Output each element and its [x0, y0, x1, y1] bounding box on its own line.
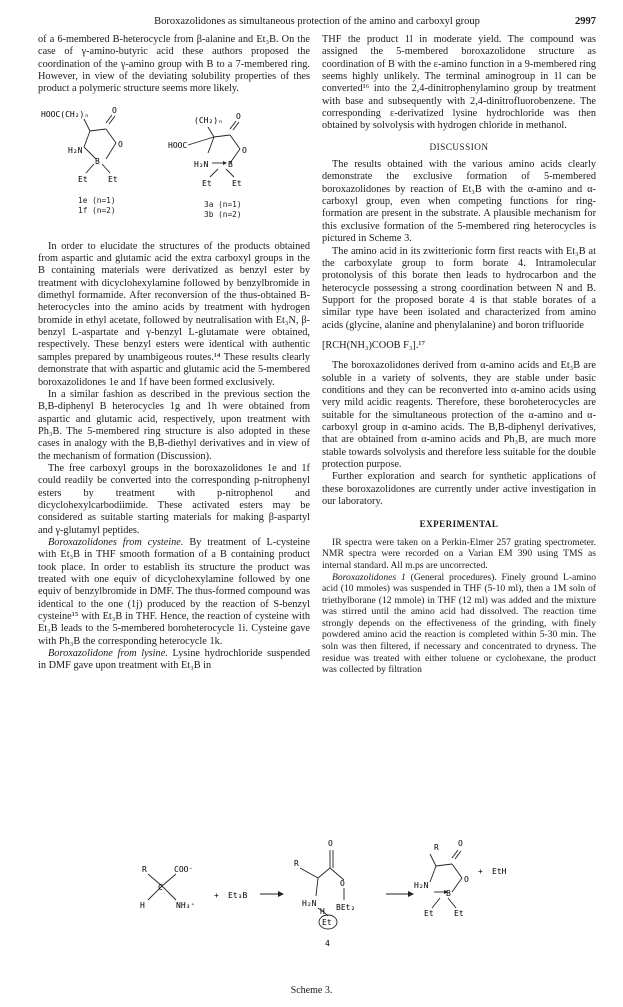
- caption-3b: 3b (n=2): [204, 209, 242, 219]
- scheme-et3b: Et₃B: [228, 891, 248, 900]
- right-paragraph-7: [322, 572, 596, 676]
- right-paragraph-4: The boroxazolidones derived from α-amino acids and Et₃B are soluble in a variety of solvents, they are stable under basic conditions and they can be reconverted into α-amino acids using very mild acidic reagents. Therefore, these boroheterocycles are suitable for the simultaneous protection of the α-amino and α-carboxyl group in α-amino acids. The B,B-diphenyl derivatives, that are obtained from α-amino acids and Ph₃B, are much more stable towards solvolysis and therefore less suitable for the double protection purpose.: [322, 360, 596, 470]
- struct-right-carbonyl-o: O: [236, 111, 241, 121]
- struct-right-et1: Et: [202, 178, 212, 188]
- struct-right-ring-o: O: [242, 145, 247, 155]
- struct-left-b: B: [95, 156, 100, 166]
- scheme-o-product-ring: O: [464, 875, 469, 884]
- scheme-plus-1: +: [214, 891, 219, 900]
- scheme-h2: H: [320, 907, 325, 916]
- struct-right-h2n: H₂N: [194, 159, 209, 169]
- right-paragraph-1: THF the product 1l in moderate yield. The compound was assigned the 5-membered boroxazolidone structure as coordination of B with the ε-amino function in a 9-membered ring seems highly unlikely. The terminal aminogroup in 1l can be converted¹⁶ into the 2,4-dinitrophenylamino group by treatment with base and subsequently with 2,4-dinitrofluorobenzene. The corresponding ε-derivatized lysine hydrochloride was then obtained by solvolysis with hydrogen chloride in methanol.: [322, 34, 596, 132]
- scheme-o-borate: O: [340, 879, 345, 888]
- scheme-h1: H: [140, 901, 145, 910]
- right-paragraph-3: The amino acid in its zwitterionic form first reacts with Et₃B at the carboxylate group to form borate 4. Intramolecular protonolysis of this borate then leads to hydrocarbon and the heterocycle possessing a strong coordination between N and B. Support for the proposed borate 4 is that stable borates of a similar type have been isolated and characterized from amino acids (glycine, alanine and phenylalanine) and boron trifluoride: [322, 245, 596, 331]
- running-header: [38, 16, 596, 30]
- struct-right-b: B: [228, 159, 233, 169]
- scheme-3-figure: [118, 828, 518, 978]
- right-paragraph-5: Further exploration and search for synthetic applications of these boroxazolidones are currently under active investigation in our laboratory.: [322, 471, 596, 508]
- left-paragraph-3: In a similar fashion as described in the previous section the B,B-diphenyl B heterocycles 1g and 1h were obtained from aspartic and glutamic acid, respectively, upon treatment with Ph₃B. The 5-membered ring structure is also adopted in these cases in analogy with the B,B-diethyl derivatives and in view of the mechanism of formation (Discussion).: [38, 388, 310, 462]
- struct-right-et2: Et: [232, 178, 242, 188]
- caption-3a: 3a (n=1): [204, 199, 242, 209]
- scheme-b-product: B: [446, 889, 451, 898]
- scheme-nh3: NH₃⁺: [176, 901, 196, 910]
- scheme-et-circled: Et: [322, 918, 332, 927]
- struct-right-chain: (CH₂)ₙ: [194, 115, 223, 125]
- cysteine-text: By treatment of L-cysteine with Et₃B in THF smooth formation of a B containing product took place. In order to establish its structure the product was treated with one equiv of dicyclohexylamine followed by one equiv of benzylbromide in DMF. The thus-formed compound was identical to the one (1j) produced by the reaction of S-benzyl cysteine¹⁵ with Et₃B in THF. Hence, the reaction of cysteine with Et₃B leads to the 5-membered boroheterocycle 1i. Cysteine gave with Ph₃B the corresponding heterocycle 1k.: [38, 536, 311, 647]
- scheme-r3: R: [434, 843, 439, 852]
- scheme-r2: R: [294, 859, 299, 868]
- struct-left-chain: HOOC(CH₂)ₙ: [41, 109, 90, 119]
- right-column: [322, 34, 596, 676]
- borate-formula: [RCH(NH₃)COOB F₃].¹⁷: [322, 339, 426, 351]
- struct-left-et2: Et: [108, 174, 118, 184]
- scheme-caption: Scheme 3.: [290, 985, 333, 996]
- scheme-r1: R: [142, 865, 147, 874]
- general-procedure-text: (General procedures). Finely ground L-amino acid (10 mmoles) was suspended in THF (5-10 ml), then a 1M soln of triethylborane (12 mmole) in THF (12 ml) was added and the mixture was stirred until the amino acid had dissolved. The reaction time strongly depends on the effectiveness of the grinding, with finely powdered amino acid the reaction is completed within 5-30 min. The soln was then filtered, if necessary and concentrated to dryness. The residue was treated with either toluene or cyclohexane, the product was collected by filtration: [322, 571, 596, 676]
- general-procedure-heading: Boroxazolidones 1: [332, 571, 406, 583]
- scheme-o-carbonyl: O: [328, 839, 333, 848]
- scheme-bet2: BEt₂: [336, 903, 356, 912]
- lysine-text: Lysine hydrochloride suspended in DMF gave upon treatment with Et₃B in: [38, 648, 310, 672]
- scheme-plus-2: +: [478, 867, 483, 876]
- struct-left-carbonyl-o: O: [112, 105, 117, 115]
- structures-1e-3a: [38, 101, 310, 233]
- right-paragraph-6: IR spectra were taken on a Perkin-Elmer 257 grating spectrometer. NMR spectra were recorded on a Varian EM 390 using TMS as internal standard. All m.ps are uncorrected.: [322, 536, 596, 571]
- experimental-heading: EXPERIMENTAL: [419, 519, 499, 530]
- lysine-heading: Boroxazolidone from lysine.: [48, 648, 168, 660]
- scheme-coo: COO⁻: [174, 865, 194, 874]
- page-number: 2997: [575, 16, 596, 27]
- caption-1f: 1f (n=2): [78, 205, 116, 215]
- running-title: Boroxazolidones as simultaneous protection of the amino and carboxyl group: [154, 16, 480, 27]
- scheme-compound-4: 4: [325, 939, 330, 948]
- struct-right-hooc: HOOC: [168, 140, 188, 150]
- struct-left-et1: Et: [78, 174, 88, 184]
- left-paragraph-6: [38, 648, 310, 673]
- struct-left-h2n: H₂N: [68, 145, 83, 155]
- right-paragraph-2: The results obtained with the various amino acids clearly demonstrate the exclusive formation of 5-membered boroxazolidones by reaction of Et₃B with the α-amino and α-carboxyl group, even when competing functions for ring-formation are present in the substrate. A plausible mechanism for this exclusive formation of the 5-membered ring heterocycles is pictured in Scheme 3.: [322, 159, 596, 245]
- scheme-et-product-2: Et: [454, 909, 464, 918]
- discussion-heading: DISCUSSION: [429, 141, 489, 152]
- scheme-eth: EtH: [492, 867, 507, 876]
- left-paragraph-1: of a 6-membered B-heterocycle from β-alanine and Et₃B. On the case of γ-amino-butyric acid these authors proposed the coordination of the γ-amino group with B to a 7-membered ring. However, in view of the deviating solubility properties of thes product a polymeric structure seems more likely.: [38, 34, 310, 95]
- scheme-h2n-borate: H₂N: [302, 899, 317, 908]
- left-column: [38, 34, 310, 673]
- cysteine-heading: Boroxazolidones from cysteine.: [48, 536, 184, 548]
- scheme-h2n-product: H₂N: [414, 881, 429, 890]
- caption-1e: 1e (n=1): [78, 195, 116, 205]
- struct-left-ring-o: O: [118, 139, 123, 149]
- scheme-o-product-carbonyl: O: [458, 839, 463, 848]
- left-paragraph-4: The free carboxyl groups in the boroxazolidones 1e and 1f could readily be converted into the corresponding p-nitrophenyl esters by treatment with p-nitrophenol and dicyclohexylcarbodiimide. These activated esters may be considered as suitable starting materials for making β-aspartyl and γ-glutamyl peptides.: [38, 462, 310, 536]
- left-paragraph-5: [38, 537, 310, 648]
- scheme-et-product-1: Et: [424, 909, 434, 918]
- left-paragraph-2: In order to elucidate the structures of the products obtained from aspartic and glutamic acid the extra carboxyl groups in the B containing materials were derivatized as benzyl ester by treatment with dicyclohexylamine followed by benzylbromide in dimethyl formamide. After reconversion of the thus-obtained B-heterocycles into the amino acids by treatment with hydrogen bromide in ethyl acetate, followed by neutralisation with Et₃N, β-benzyl L-aspartate and γ-benzyl L-glutamate were obtained, respectively. These benzyl esters were identical with authentic samples prepared by unambigeous routes.¹⁴ These results clearly demonstrate that with aspartic and glutamic acid the 5-membered boroxazolidones 1e and 1f have been formed exclusively.: [38, 240, 310, 388]
- scheme-c: C: [158, 883, 163, 892]
